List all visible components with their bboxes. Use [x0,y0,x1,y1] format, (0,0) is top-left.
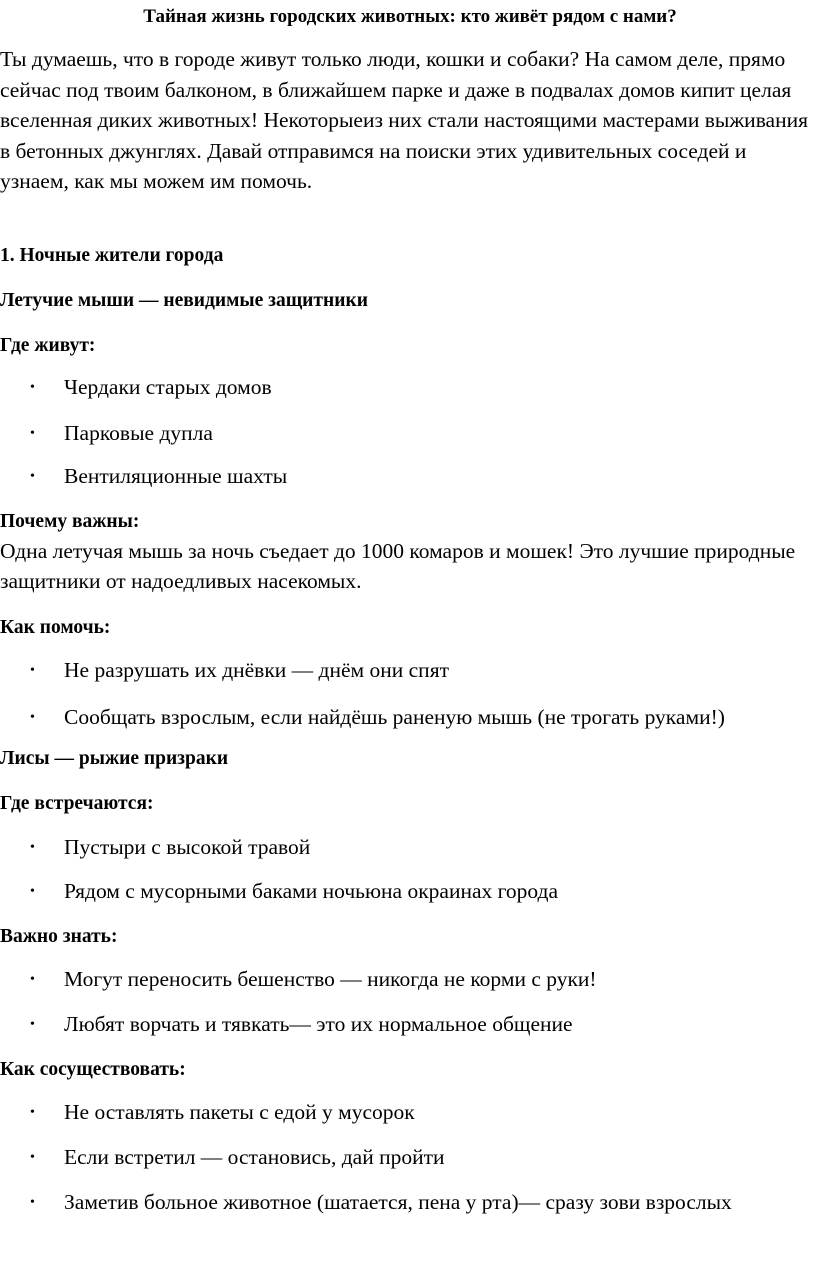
list-item: Заметив больное животное (шатается, пена у рта)— сразу зови взрослых [64,1190,732,1214]
document-title: Тайная жизнь городских животных: кто живёт рядом с нами? [143,6,677,27]
foxes-where-heading: Где встречаются: [0,793,154,814]
list-item: Пустыри с высокой травой [64,835,311,859]
list-item: Могут переносить бешенство — никогда не корми с руки! [64,967,597,991]
bats-why-text: Одна летучая мышь за ночь съедает до 1000 комаров и мошек! Это лучшие природные защитники от надоедливых насекомых. [0,539,796,593]
bullet-icon: • [30,884,35,899]
bullet-icon: • [30,1105,35,1120]
list-item: Рядом с мусорными баками ночьюна окраинах города [64,879,559,903]
list-item: Не оставлять пакеты с едой у мусорок [64,1100,415,1124]
bullet-icon: • [30,426,35,441]
bullet-icon: • [30,840,35,855]
foxes-coexist-heading: Как сосуществовать: [0,1059,186,1080]
bats-help-heading: Как помочь: [0,617,111,638]
bullet-icon: • [30,710,35,725]
bats-why-heading: Почему важны: [0,511,140,532]
bullet-icon: • [30,972,35,987]
list-item: Не разрушать их днёвки — днём они спят [64,658,449,682]
bullet-icon: • [30,469,35,484]
list-item: Сообщать взрослым, если найдёшь раненую мышь (не трогать руками!) [64,705,725,729]
list-item: Вентиляционные шахты [64,464,288,488]
bullet-icon: • [30,663,35,678]
foxes-know-heading: Важно знать: [0,926,118,947]
list-item: Любят ворчать и тявкать— это их нормальное общение [64,1012,573,1036]
list-item: Чердаки старых домов [64,375,272,399]
intro-paragraph: Ты думаешь, что в городе живут только люди, кошки и собаки? На самом деле, прямо сейчас под твоим балконом, в ближайшем парке и даже в подвалах домов кипит целая вселенная диких животных! Некоторыеиз них стали настоящими мастерами выживания в бетонных джунглях. Давай отправимся на поиски этих удивительных соседей и узнаем, как мы можем им помочь. [0,47,809,193]
bats-heading: Летучие мыши — невидимые защитники [0,290,368,311]
bullet-icon: • [30,1195,35,1210]
list-item: Если встретил — остановись, дай пройти [64,1145,445,1169]
bullet-icon: • [30,380,35,395]
bullet-icon: • [30,1150,35,1165]
list-item: Парковые дупла [64,421,213,445]
bullet-icon: • [30,1017,35,1032]
foxes-heading: Лисы — рыжие призраки [0,748,229,769]
bats-where-heading: Где живут: [0,335,96,356]
section-heading: 1. Ночные жители города [0,245,224,266]
